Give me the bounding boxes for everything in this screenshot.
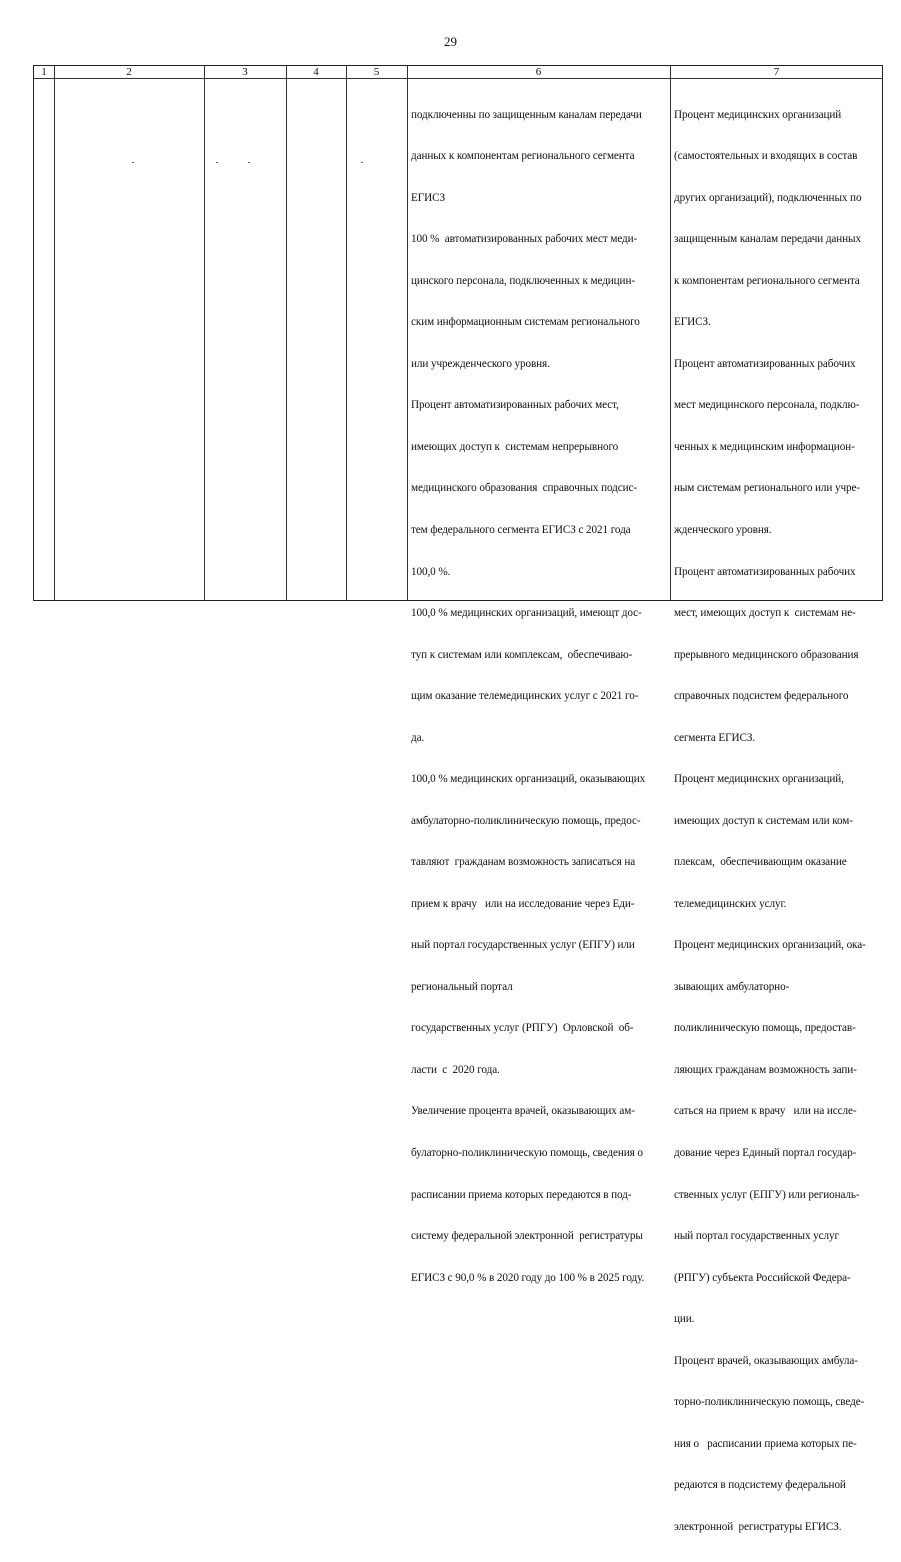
scan-speck [248,162,250,163]
text-line: других организаций), подключенных по [674,191,862,204]
column-6-text [411,81,673,1313]
text-line: Процент медицинских организаций, [674,773,844,786]
text-line: электронной регистратуры ЕГИСЗ. [674,1520,842,1533]
text-line: имеющих доступ к системам или ком- [674,814,853,827]
text-line: булаторно-поликлиническую помощь, сведения о [411,1146,643,1159]
text-line: 100,0 % медицинских организаций, имеющт дос- [411,607,642,620]
text-line: амбулаторно-поликлиническую помощь, предос- [411,814,641,827]
text-line: тем федерального сегмента ЕГИСЗ с 2021 года [411,524,631,536]
text-line: поликлиническую помощь, предостав- [674,1022,856,1035]
column-divider-4 [346,66,347,600]
text-line: подключенны по защищенным каналам передачи [411,108,642,121]
header-col-4: 4 [313,66,319,78]
text-line: ный портал государственных услуг [674,1230,839,1243]
text-line: ственных услуг (ЕПГУ) или региональ- [674,1188,860,1201]
column-divider-3 [286,66,287,600]
text-line: жденческого уровня. [674,524,772,536]
text-line: Процент автоматизированных рабочих [674,565,856,578]
text-line: ния о расписании приема которых пе- [674,1437,857,1450]
column-divider-5 [407,66,408,600]
text-line: 100,0 % медицинских организаций, оказывающих [411,773,646,786]
header-col-1: 1 [41,66,47,78]
text-line: справочных подсистем федерального [674,690,849,703]
text-line: ЕГИСЗ с 90,0 % в 2020 году до 100 % в 2025 году. [411,1271,645,1284]
text-line: дование через Единый портал государ- [674,1146,857,1159]
scan-speck [361,162,363,163]
scan-speck [132,162,134,163]
text-line: Процент автоматизированных рабочих мест, [411,399,619,412]
data-table [33,65,883,1533]
text-line: ляющих гражданам возможность запи- [674,1063,857,1076]
text-line: 100,0 %. [411,565,451,578]
header-col-3: 3 [242,66,248,78]
scan-speck [216,162,218,163]
text-line: тавляют гражданам возможность записаться на [411,856,636,869]
text-line: Процент медицинских организаций, ока- [674,939,866,952]
text-line: 100 % автоматизированных рабочих мест меди- [411,233,638,246]
text-line: Процент автоматизированных рабочих [674,357,856,370]
text-line: ЕГИСЗ. [674,316,711,329]
text-line: ЕГИСЗ [411,191,445,204]
text-line: ный портал государственных услуг (ЕПГУ) или [411,939,635,952]
page-number: 29 [444,34,457,49]
text-line: (самостоятельных и входящих в состав [674,150,858,163]
header-col-2: 2 [126,66,132,78]
text-line: расписании приема которых передаются в под- [411,1188,632,1201]
text-line: Увеличение процента врачей, оказывающих ам- [411,1105,635,1118]
text-line: систему федеральной электронной регистратуры [411,1230,643,1243]
text-line: региональный портал [411,980,513,993]
column-divider-2 [204,66,205,600]
text-line: к компонентам регионального сегмента [674,274,860,287]
text-line: прием к врачу или на исследование через Еди- [411,897,635,910]
text-line: телемедицинских услуг. [674,897,787,910]
text-line: редаются в подсистему федеральной [674,1479,846,1492]
text-line: ласти с 2020 года. [411,1063,500,1076]
text-line: зывающих амбулаторно- [674,980,790,993]
text-line: ским информационным системам регионального [411,316,640,329]
header-col-7: 7 [773,66,780,78]
text-line: государственных услуг (РПГУ) Орловской об- [411,1022,634,1035]
text-line: ченных к медицинским информацион- [674,440,855,453]
text-line: защищенным каналам передачи данных [674,233,861,246]
text-line: торно-поликлиническую помощь, сведе- [674,1396,865,1409]
text-line: плексам, обеспечивающим оказание [674,856,847,869]
text-line: да. [411,731,425,744]
text-line: (РПГУ) субъекта Российской Федера- [674,1271,851,1284]
text-line: ции. [674,1313,695,1326]
text-line: цинского персонала, подключенных к медицин- [411,274,635,287]
header-col-6: 6 [535,66,542,78]
text-line: медицинского образования справочных подсис- [411,482,638,495]
text-line: прерывного медицинского образования [674,648,859,661]
text-line: мест, имеющих доступ к системам не- [674,607,856,620]
text-line: ным системам регионального или учре- [674,482,861,495]
text-line: мест медицинского персонала, подклю- [674,399,860,412]
header-col-5: 5 [373,66,380,78]
text-line: туп к системам или комплексам, обеспечиваю- [411,648,633,661]
column-divider-1 [54,66,55,600]
text-line: имеющих доступ к системам непрерывного [411,440,619,453]
text-line: данных к компонентам регионального сегмента [411,150,635,163]
text-line: Процент медицинских организаций [674,108,842,121]
text-line: сегмента ЕГИСЗ. [674,731,756,744]
text-line: саться на прием к врачу или на иссле- [674,1105,857,1118]
column-7-text [674,81,879,1562]
text-line: Процент врачей, оказывающих амбула- [674,1354,858,1367]
header-divider [34,78,882,79]
text-line: щим оказание телемедицинских услуг с 2021 го- [411,690,639,703]
text-line: или учрежденческого уровня. [411,357,550,370]
